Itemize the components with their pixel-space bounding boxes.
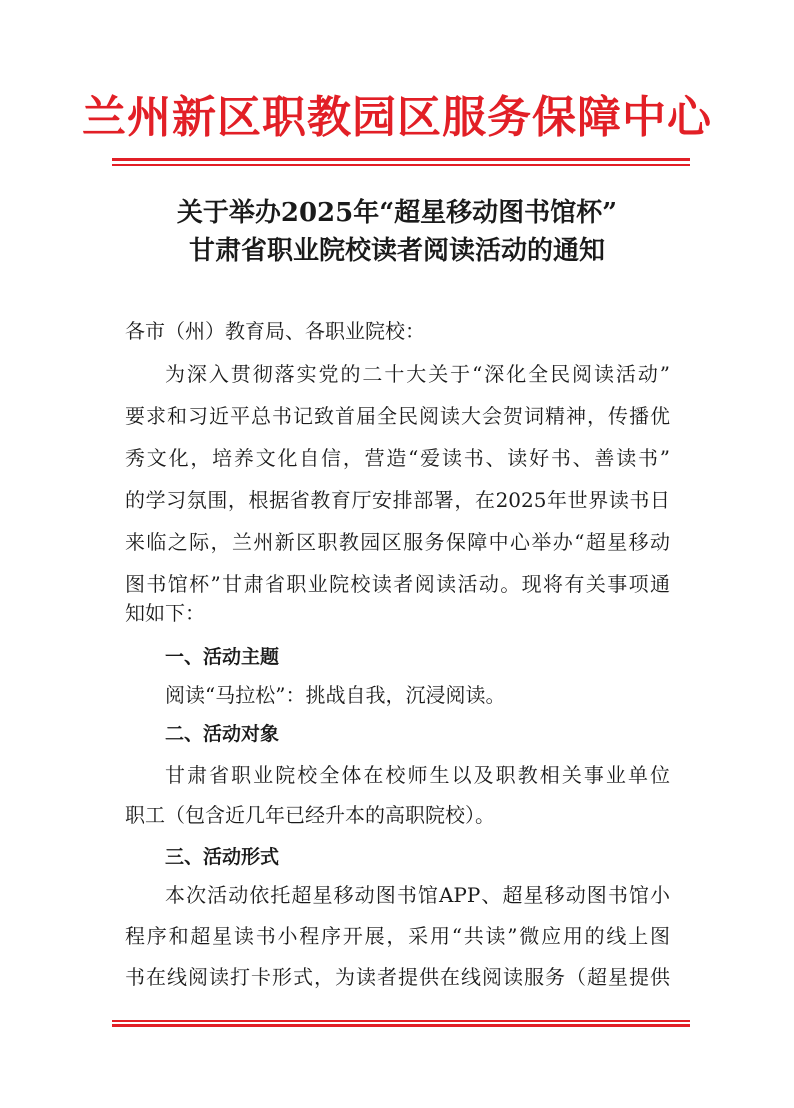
section-format-line: 程序和超星读书小程序开展，采用“共读”微应用的线上图 bbox=[125, 924, 670, 948]
section-audience-line: 甘肃省职业院校全体在校师生以及职教相关事业单位 bbox=[165, 763, 670, 787]
letterhead-red-line-thick bbox=[112, 158, 690, 161]
section-heading-theme: 一、活动主题 bbox=[165, 646, 280, 668]
section-format-line: 本次活动依托超星移动图书馆APP、超星移动图书馆小 bbox=[165, 883, 670, 907]
intro-line: 图书馆杯”甘肃省职业院校读者阅读活动。现将有关事项通 bbox=[125, 572, 670, 596]
intro-line: 秀文化，培养文化自信，营造“爱读书、读好书、善读书” bbox=[125, 446, 670, 470]
section-audience-line: 职工（包含近几年已经升本的高职院校）。 bbox=[125, 803, 495, 827]
intro-line: 要求和习近平总书记致首届全民阅读大会贺词精神，传播优 bbox=[125, 404, 670, 428]
section-heading-format: 三、活动形式 bbox=[165, 846, 280, 868]
intro-line: 为深入贯彻落实党的二十大关于“深化全民阅读活动” bbox=[165, 362, 670, 386]
salutation: 各市（州）教育局、各职业院校： bbox=[125, 319, 425, 343]
section-theme-text: 阅读“马拉松”：挑战自我，沉浸阅读。 bbox=[165, 683, 506, 707]
section-format-line: 书在线阅读打卡形式，为读者提供在线阅读服务（超星提供 bbox=[125, 965, 670, 989]
intro-line: 知如下： bbox=[125, 601, 205, 625]
document-title-line-2: 甘肃省职业院校读者阅读活动的通知 bbox=[188, 236, 605, 266]
intro-line: 来临之际，兰州新区职教园区服务保障中心举办“超星移动 bbox=[125, 530, 670, 554]
letterhead-red-line-thin bbox=[112, 164, 690, 166]
letterhead-org-name: 兰州新区职教园区服务保障中心 bbox=[82, 92, 712, 143]
section-heading-audience: 二、活动对象 bbox=[165, 723, 280, 745]
document-title-line-1: 关于举办2025年“超星移动图书馆杯” bbox=[176, 198, 618, 228]
intro-line: 的学习氛围，根据省教育厅安排部署，在2025年世界读书日 bbox=[125, 488, 670, 512]
footer-red-line-thin bbox=[112, 1020, 690, 1022]
footer-red-line-thick bbox=[112, 1024, 690, 1027]
